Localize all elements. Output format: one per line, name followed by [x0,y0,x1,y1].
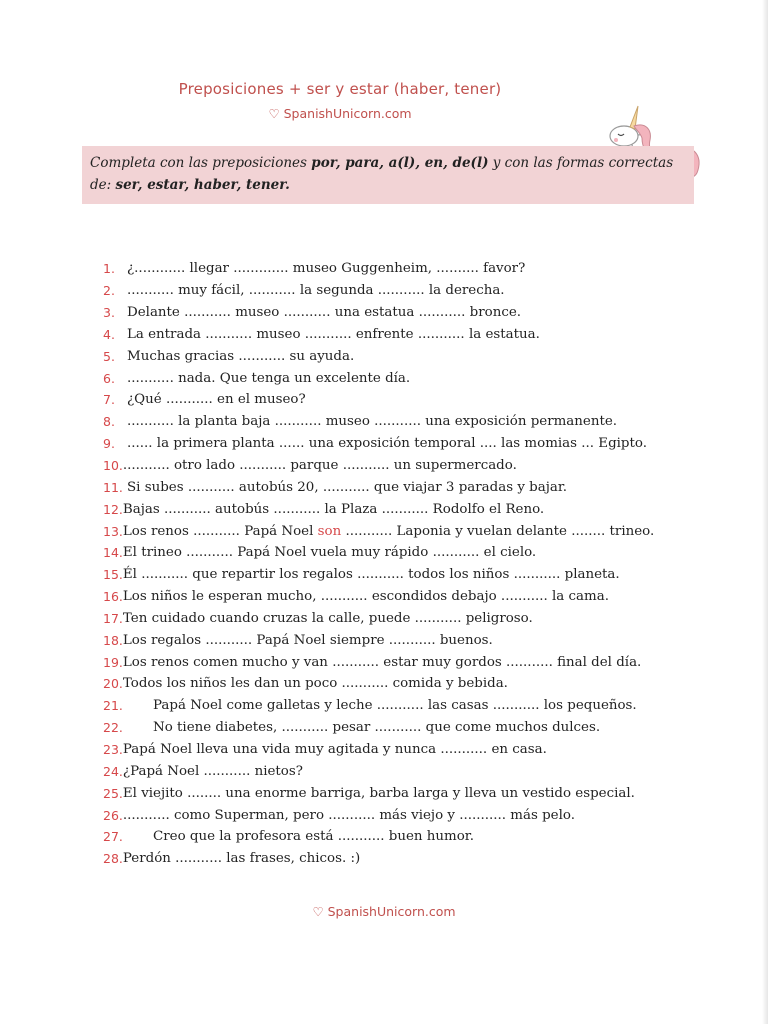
exercise-text: El trineo ........... Papá Noel vuela muy rápido ........... el cielo. [122,545,537,561]
exercise-text: Muchas gracias ........... su ayuda. [127,348,355,364]
exercise-number: 21. [103,698,123,714]
exercise-20 [103,673,703,695]
exercise-27 [103,826,703,848]
exercise-15 [103,564,703,586]
exercise-number: 18. [103,632,123,648]
exercise-number: 22. [103,720,123,736]
exercise-12 [103,498,703,520]
exercise-16 [103,586,703,608]
exercise-text: Los niños le esperan mucho, ........... escondidos debajo ........... la cama. [122,589,609,605]
exercise-text: Los regalos ........... Papá Noel siempre ........... buenos. [122,632,493,648]
exercise-text-b: ........... Laponia y vuelan delante ........ trineo. [341,523,655,539]
exercise-text: ¿Qué ........... en el museo? [127,392,306,408]
exercise-number: 20. [103,676,123,692]
exercise-number: 4. [103,326,115,342]
exercise-28 [103,848,703,870]
exercise-1 [103,258,703,280]
footer-site-link[interactable]: ♡ SpanishUnicorn.com [312,904,456,919]
exercise-number: 5. [103,348,115,364]
exercise-number: 16. [103,589,123,605]
exercise-text: Bajas ........... autobús ........... la Plaza ........... Rodolfo el Reno. [122,501,545,517]
exercise-5 [103,345,703,367]
exercise-number: 3. [103,305,115,321]
exercise-text: ........... como Superman, pero ........... más viejo y ........... más pelo. [122,807,575,823]
exercise-10 [103,455,703,477]
instructions-verbs: ser, estar, haber, tener. [115,177,290,193]
exercise-number: 15. [103,567,123,583]
exercise-number: 2. [103,283,115,299]
exercise-number: 1. [103,261,115,277]
exercise-text: La entrada ........... museo ........... enfrente ........... la estatua. [127,326,540,342]
exercise-22 [103,717,703,739]
exercise-text-a: Los renos ........... Papá Noel [122,523,318,539]
exercise-text: ........... nada. Que tenga un excelente día. [127,370,411,386]
exercise-14 [103,542,703,564]
exercise-18 [103,629,703,651]
exercise-text: ........... muy fácil, ........... la segunda ........... la derecha. [127,283,505,299]
instructions-text-1: Completa con las preposiciones [90,155,312,171]
exercise-number: 10. [103,458,123,474]
exercise-number: 9. [103,436,115,452]
exercise-text: Ten cuidado cuando cruzas la calle, puede ........... peligroso. [122,610,533,626]
header-site-link[interactable]: ♡ SpanishUnicorn.com [268,106,412,121]
exercise-23 [103,739,703,761]
exercise-text: Todos los niños les dan un poco ........... comida y bebida. [122,676,508,692]
exercise-number: 11. [103,479,123,495]
exercise-number: 17. [103,610,123,626]
exercise-text: Papá Noel lleva una vida muy agitada y nunca ........... en casa. [122,741,547,757]
exercise-number: 28. [103,851,123,867]
exercise-21 [103,695,703,717]
exercise-number: 24. [103,763,123,779]
exercise-number: 23. [103,741,123,757]
exercise-19 [103,651,703,673]
exercise-text: ........... otro lado ........... parque ........... un supermercado. [122,458,517,474]
exercise-9 [103,433,703,455]
exercise-text: Papá Noel come galletas y leche ........... las casas ........... los pequeños. [153,698,637,714]
exercise-8 [103,411,703,433]
exercise-26 [103,804,703,826]
exercise-text: ¿Papá Noel ........... nietos? [122,763,303,779]
exercise-11 [103,476,703,498]
exercise-number: 19. [103,654,123,670]
exercise-list [103,258,703,870]
highlighted-word: son [317,523,342,539]
exercise-text: Él ........... que repartir los regalos ........... todos los niños ........... planeta. [122,567,620,583]
exercise-number: 8. [103,414,115,430]
exercise-text: El viejito ........ una enorme barriga, barba larga y lleva un vestido especial. [122,785,635,801]
exercise-4 [103,324,703,346]
exercise-number: 14. [103,545,123,561]
exercise-24 [103,760,703,782]
page-edge-shadow [762,0,768,1024]
exercise-text: ........... la planta baja ........... museo ........... una exposición permanente. [127,414,618,430]
exercise-text: ...... la primera planta ...... una exposición temporal .... las momias ... Egipto. [127,436,647,452]
exercise-6 [103,367,703,389]
exercise-number: 12. [103,501,123,517]
exercise-25 [103,782,703,804]
exercise-text: Perdón ........... las frases, chicos. :) [122,851,361,867]
exercise-number: 7. [103,392,115,408]
exercise-text: Los renos comen mucho y van ........... estar muy gordos ........... final del día. [122,654,642,670]
exercise-2 [103,280,703,302]
exercise-number: 6. [103,370,115,386]
exercise-number: 26. [103,807,123,823]
exercise-3 [103,302,703,324]
exercise-text: Si subes ........... autobús 20, ........... que viajar 3 paradas y bajar. [127,479,568,495]
exercise-number: 13. [103,523,123,539]
worksheet-title: Preposiciones + ser y estar (haber, tener) [178,80,502,98]
exercise-text: ¿............ llegar ............. museo Guggenheim, .......... favor? [127,261,526,277]
exercise-text [123,524,654,539]
exercise-17 [103,608,703,630]
exercise-7 [103,389,703,411]
instructions-prepositions: por, para, a(l), en, de(l) [311,155,489,171]
exercise-text: No tiene diabetes, ........... pesar ........... que come muchos dulces. [153,720,601,736]
instructions-text-2: y con las formas correctas de: [90,155,674,193]
exercise-number: 27. [103,829,123,845]
exercise-number: 25. [103,785,123,801]
instructions-box [82,146,694,204]
exercise-13 [103,520,703,542]
exercise-text: Delante ........... museo ........... una estatua ........... bronce. [127,305,522,321]
exercise-text: Creo que la profesora está ........... buen humor. [153,829,474,845]
